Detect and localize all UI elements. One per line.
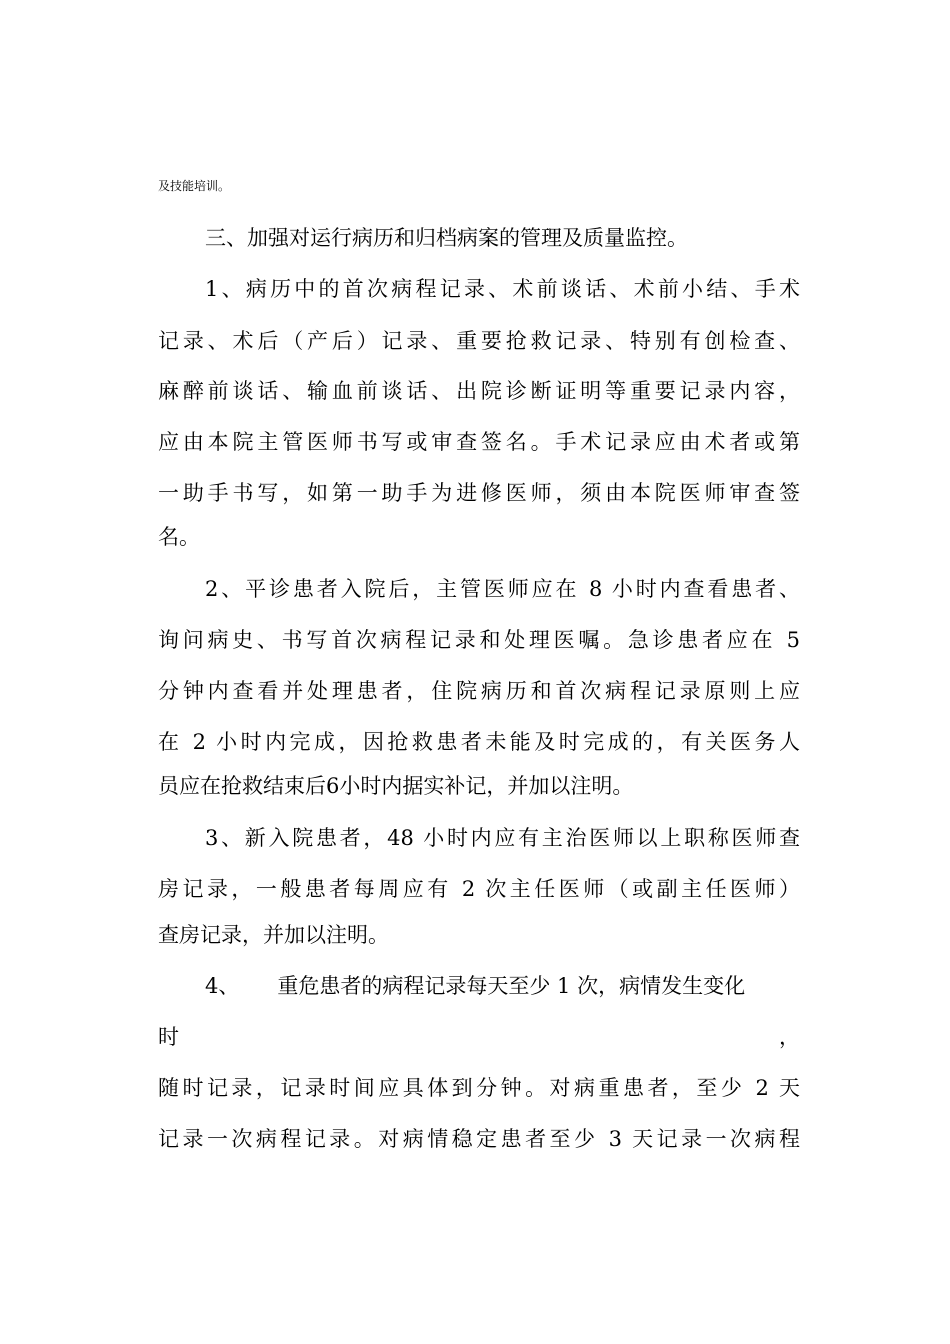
previous-paragraph-fragment: 及技能培训。 (158, 179, 231, 193)
item4-line2-left: 时 (158, 1025, 179, 1049)
item4-number: 4、 (205, 974, 240, 998)
item3-line-1: 3、新入院患者，48 小时内应有主治医师以上职称医师查 (205, 826, 800, 850)
item4-line-3: 随时记录，记录时间应具体到分钟。对病重患者，至少 2 天 (158, 1076, 800, 1100)
item4-line2-right: ， (779, 1025, 800, 1049)
item2-line-3: 分钟内查看并处理患者，住院病历和首次病程记录原则上应 (158, 679, 800, 703)
item2-line-4: 在 2 小时内完成，因抢救患者未能及时完成的，有关医务人 (158, 730, 800, 754)
item1-line-6: 名。 (158, 525, 200, 549)
item3-line-3: 查房记录，并加以注明。 (158, 923, 389, 947)
item2-line-2: 询问病史、书写首次病程记录和处理医嘱。急诊患者应在 5 (158, 628, 800, 652)
item3-line-2: 房记录，一般患者每周应有 2 次主任医师（或副主任医师） (158, 877, 800, 901)
item4-line-1 (205, 971, 800, 1001)
item1-line-1: 1、病历中的首次病程记录、术前谈话、术前小结、手术 (205, 277, 800, 301)
item4-line-2 (158, 1022, 800, 1052)
item1-line-3: 麻醉前谈话、输血前谈话、出院诊断证明等重要记录内容， (158, 379, 800, 403)
item2-line-1: 2、平诊患者入院后，主管医师应在 8 小时内查看患者、 (205, 577, 800, 601)
item1-line-4: 应由本院主管医师书写或审查签名。手术记录应由术者或第 (158, 430, 800, 454)
item1-line-5: 一助手书写，如第一助手为进修医师，须由本院医师审查签 (158, 481, 800, 505)
item4-line-4: 记录一次病程记录。对病情稳定患者至少 3 天记录一次病程 (158, 1127, 800, 1151)
item2-line-5: 员应在抢救结束后6小时内据实补记，并加以注明。 (158, 774, 634, 798)
item4-line1-text: 重危患者的病程记录每天至少 1 次，病情发生变化 (277, 974, 746, 998)
item1-line-2: 记录、术后（产后）记录、重要抢救记录、特别有创检查、 (158, 329, 800, 353)
section-heading: 三、加强对运行病历和归档病案的管理及质量监控。 (205, 226, 688, 250)
